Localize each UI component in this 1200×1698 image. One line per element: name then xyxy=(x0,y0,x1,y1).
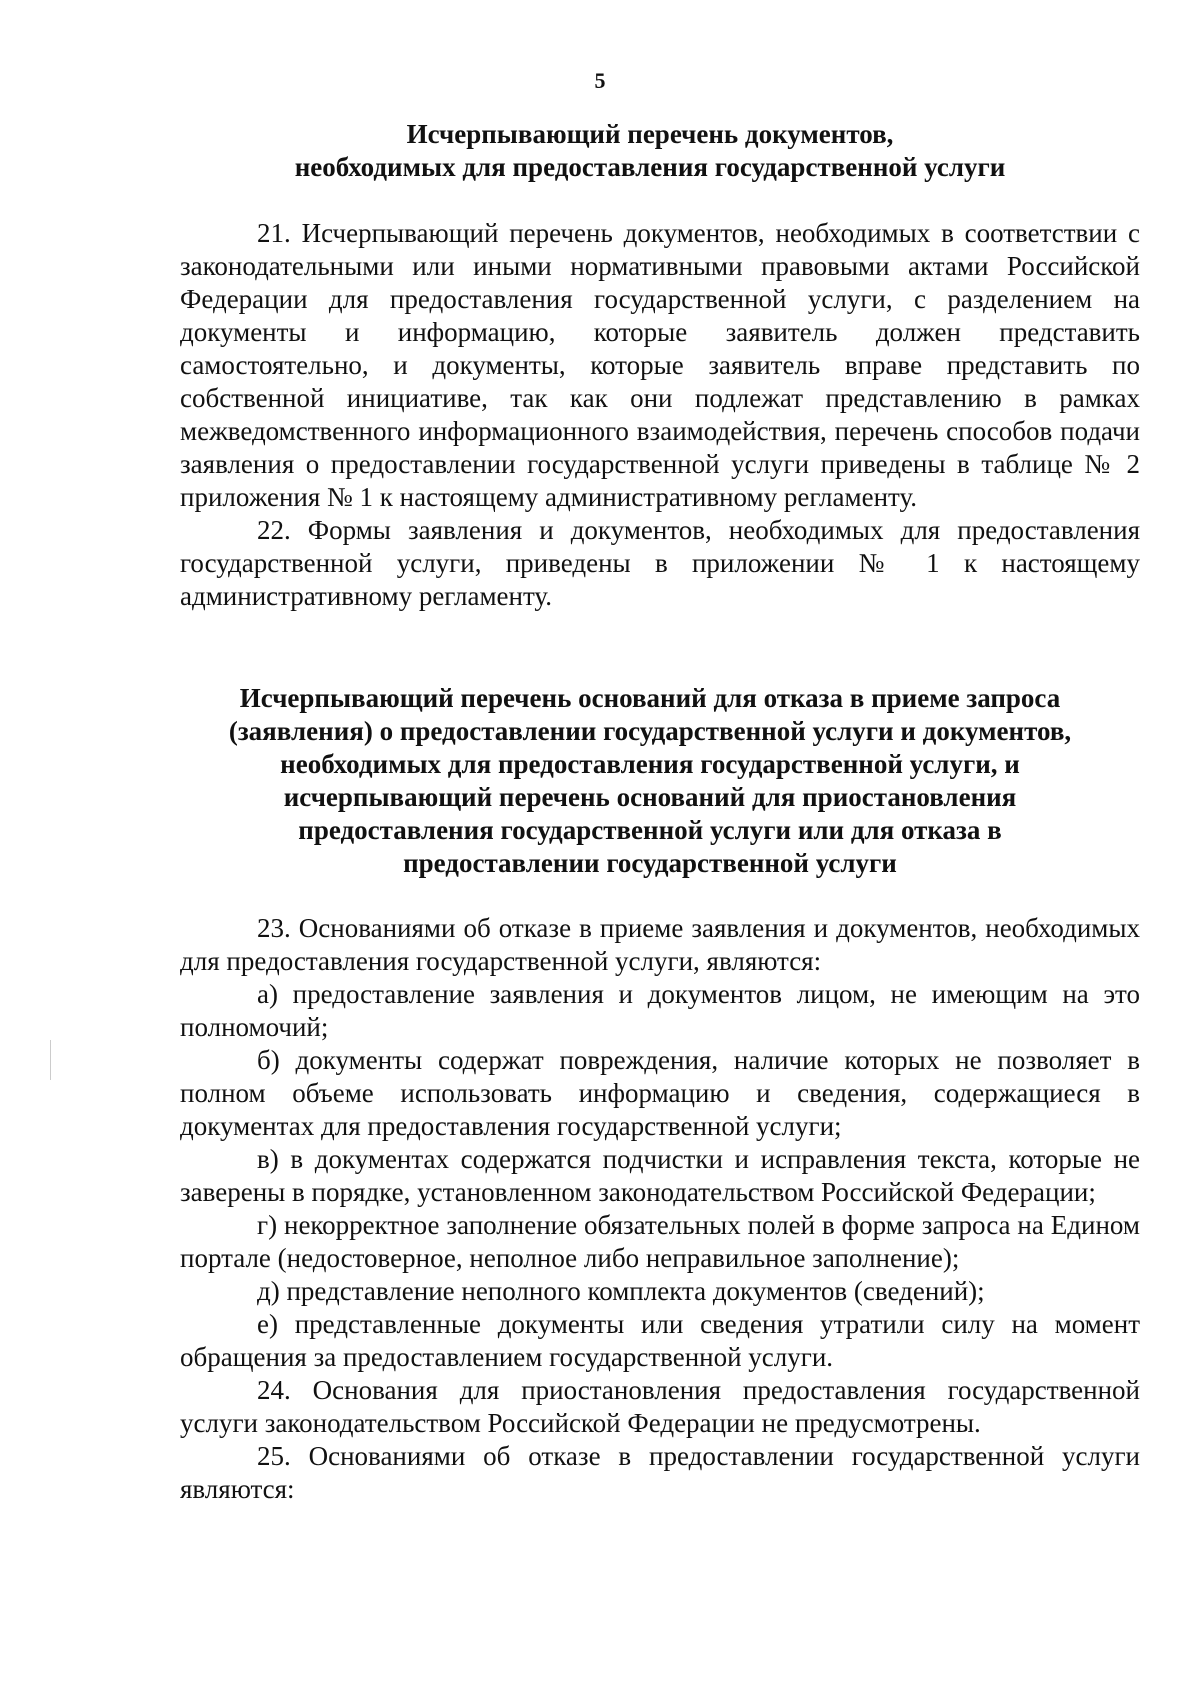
section2-body xyxy=(180,912,1140,1506)
section2-heading-line: исчерпывающий перечень оснований для приостановления xyxy=(283,782,1017,812)
item-g: г) некорректное заполнение обязательных полей в форме запроса на Едином портале (недостоверное, неполное либо неправильное заполнение); xyxy=(180,1210,1140,1273)
section2-heading-line: предоставлении государственной услуги xyxy=(403,848,897,878)
scan-edge-mark xyxy=(50,1040,51,1080)
item-a: а) предоставление заявления и документов лицом, не имеющим на это полномочий; xyxy=(180,979,1140,1042)
paragraph-22: 22. Формы заявления и документов, необходимых для предоставления государственной услуги, приведены в приложении № 1 к настоящему административному регламенту. xyxy=(180,515,1140,611)
section2-heading-line: Исчерпывающий перечень оснований для отказа в приеме запроса xyxy=(239,683,1061,713)
section1-heading-line: Исчерпывающий перечень документов, xyxy=(406,119,894,149)
section2-heading-line: предоставления государственной услуги или для отказа в xyxy=(298,815,1002,845)
item-e: е) представленные документы или сведения утратили силу на момент обращения за предоставлением государственной услуги. xyxy=(180,1309,1140,1372)
paragraph-24: 24. Основания для приостановления предоставления государственной услуги законодательством Российской Федерации не предусмотрены. xyxy=(180,1375,1140,1438)
paragraph-23: 23. Основаниями об отказе в приеме заявления и документов, необходимых для предоставления государственной услуги, являются: xyxy=(180,913,1140,976)
section2-heading xyxy=(160,682,1140,880)
page-number: 5 xyxy=(594,68,606,93)
section1-heading xyxy=(160,118,1140,184)
item-d: д) представление неполного комплекта документов (сведений); xyxy=(257,1276,985,1306)
section1-heading-line: необходимых для предоставления государственной услуги xyxy=(294,152,1006,182)
paragraph-25: 25. Основаниями об отказе в предоставлении государственной услуги являются: xyxy=(180,1441,1140,1504)
paragraph-21: 21. Исчерпывающий перечень документов, необходимых в соответствии с законодательными или иными нормативными правовыми актами Российской Федерации для предоставления государственной услуги, с разделением на документы и информацию, которые заявитель должен представить самостоятельно, и документы, которые заявитель вправе представить по собственной инициативе, так как они подлежат представлению в рамках межведомственного информационного взаимодействия, перечень способов подачи заявления о предоставлении государственной услуги приведены в таблице № 2 приложения № 1 к настоящему административному регламенту. xyxy=(180,218,1140,512)
item-b: б) документы содержат повреждения, наличие которых не позволяет в полном объеме использовать информацию и сведения, содержащиеся в документах для предоставления государственной услуги; xyxy=(180,1045,1140,1141)
item-v: в) в документах содержатся подчистки и исправления текста, которые не заверены в порядке, установленном законодательством Российской Федерации; xyxy=(180,1144,1140,1207)
section2-heading-line: (заявления) о предоставлении государственной услуги и документов, xyxy=(228,716,1072,746)
section1-body xyxy=(180,217,1140,613)
section2-heading-line: необходимых для предоставления государственной услуги, и xyxy=(280,749,1020,779)
